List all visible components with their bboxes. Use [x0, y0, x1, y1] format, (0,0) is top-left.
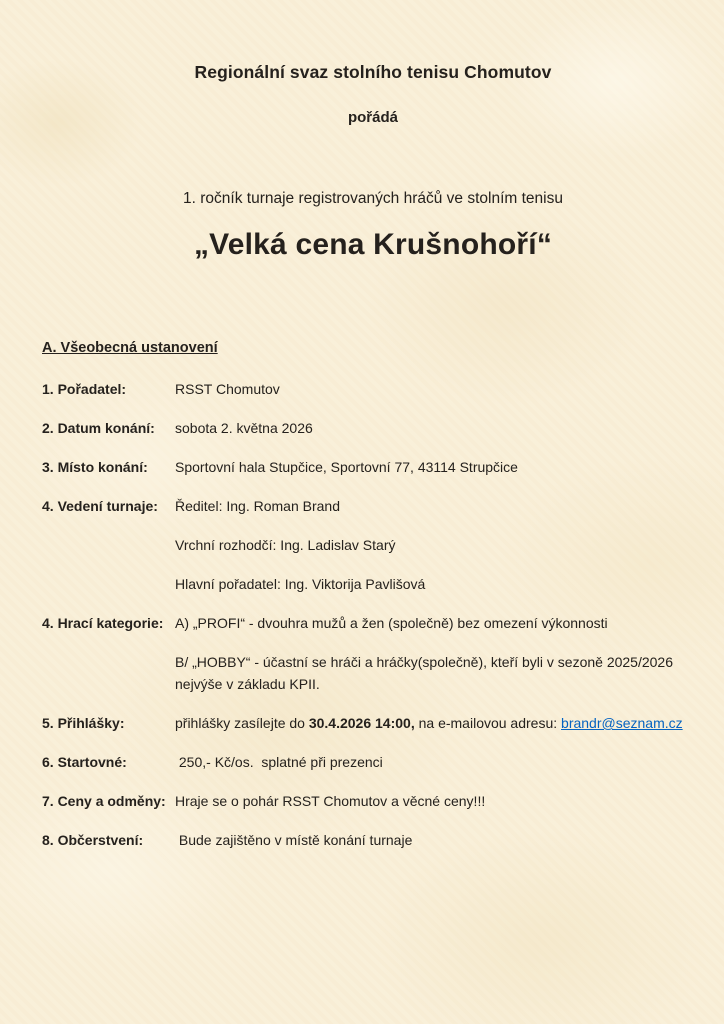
entries-text: na e-mailovou adresu: [414, 715, 562, 731]
official-director: Ředitel: Ing. Roman Brand [175, 498, 340, 514]
item-value: Bude zajištěno v místě konání turnaje [175, 832, 413, 848]
tournament-title: „Velká cena Krušnohoří“ [193, 228, 553, 261]
item-row-fee [42, 751, 704, 773]
organizes-text: pořádá [347, 109, 398, 126]
item-row-date [42, 417, 704, 439]
entries-deadline: 30.4.2026 14:00, [308, 715, 415, 731]
item-row-officials [42, 495, 704, 595]
item-value [175, 495, 704, 595]
item-value: sobota 2. května 2026 [175, 420, 313, 436]
item-label: 7. Ceny a odměny: [42, 793, 166, 809]
entries-text: přihlášky zasílejte do [175, 715, 309, 731]
item-label: 4. Hrací kategorie: [42, 615, 164, 631]
item-row-categories [42, 612, 704, 695]
item-label: 6. Startovné: [42, 754, 127, 770]
item-label: 1. Pořadatel: [42, 381, 127, 397]
item-value: Hraje se o pohár RSST Chomutov a věcné ceny!!! [175, 793, 486, 809]
category-hobby-cont: nejvýše v základu KPII. [175, 676, 320, 692]
item-value: RSST Chomutov [175, 381, 280, 397]
org-title: Regionální svaz stolního tenisu Chomutov [194, 62, 552, 82]
item-value: 250,- Kč/os. splatné při prezenci [175, 754, 383, 770]
item-row-organizer [42, 378, 704, 400]
item-row-refreshments [42, 829, 704, 851]
item-row-prizes [42, 790, 704, 812]
email-link[interactable]: brandr@seznam.cz [561, 715, 683, 731]
item-row-venue [42, 456, 704, 478]
item-label: 5. Přihlášky: [42, 715, 125, 731]
category-profi: A) „PROFI“ - dvouhra mužů a žen (společně) bez omezení výkonnosti [175, 615, 608, 631]
item-value: Sportovní hala Stupčice, Sportovní 77, 43114 Strupčice [175, 459, 518, 475]
official-referee: Vrchní rozhodčí: Ing. Ladislav Starý [175, 537, 396, 553]
official-organizer: Hlavní pořadatel: Ing. Viktorija Pavlišová [175, 576, 426, 592]
category-hobby: B/ „HOBBY“ - účastní se hráči a hráčky(společně), kteří byli v sezoně 2025/2026 [175, 654, 674, 670]
item-label: 3. Místo konání: [42, 459, 148, 475]
item-row-entries [42, 712, 704, 734]
item-label: 4. Vedení turnaje: [42, 498, 158, 514]
item-label: 2. Datum konání: [42, 420, 155, 436]
item-label: 8. Občerstvení: [42, 832, 144, 848]
section-heading: A. Všeobecná ustanovení [42, 340, 218, 356]
tournament-subtitle: 1. ročník turnaje registrovaných hráčů ve stolním tenisu [183, 190, 563, 207]
item-value [175, 712, 704, 734]
item-value [175, 612, 704, 695]
